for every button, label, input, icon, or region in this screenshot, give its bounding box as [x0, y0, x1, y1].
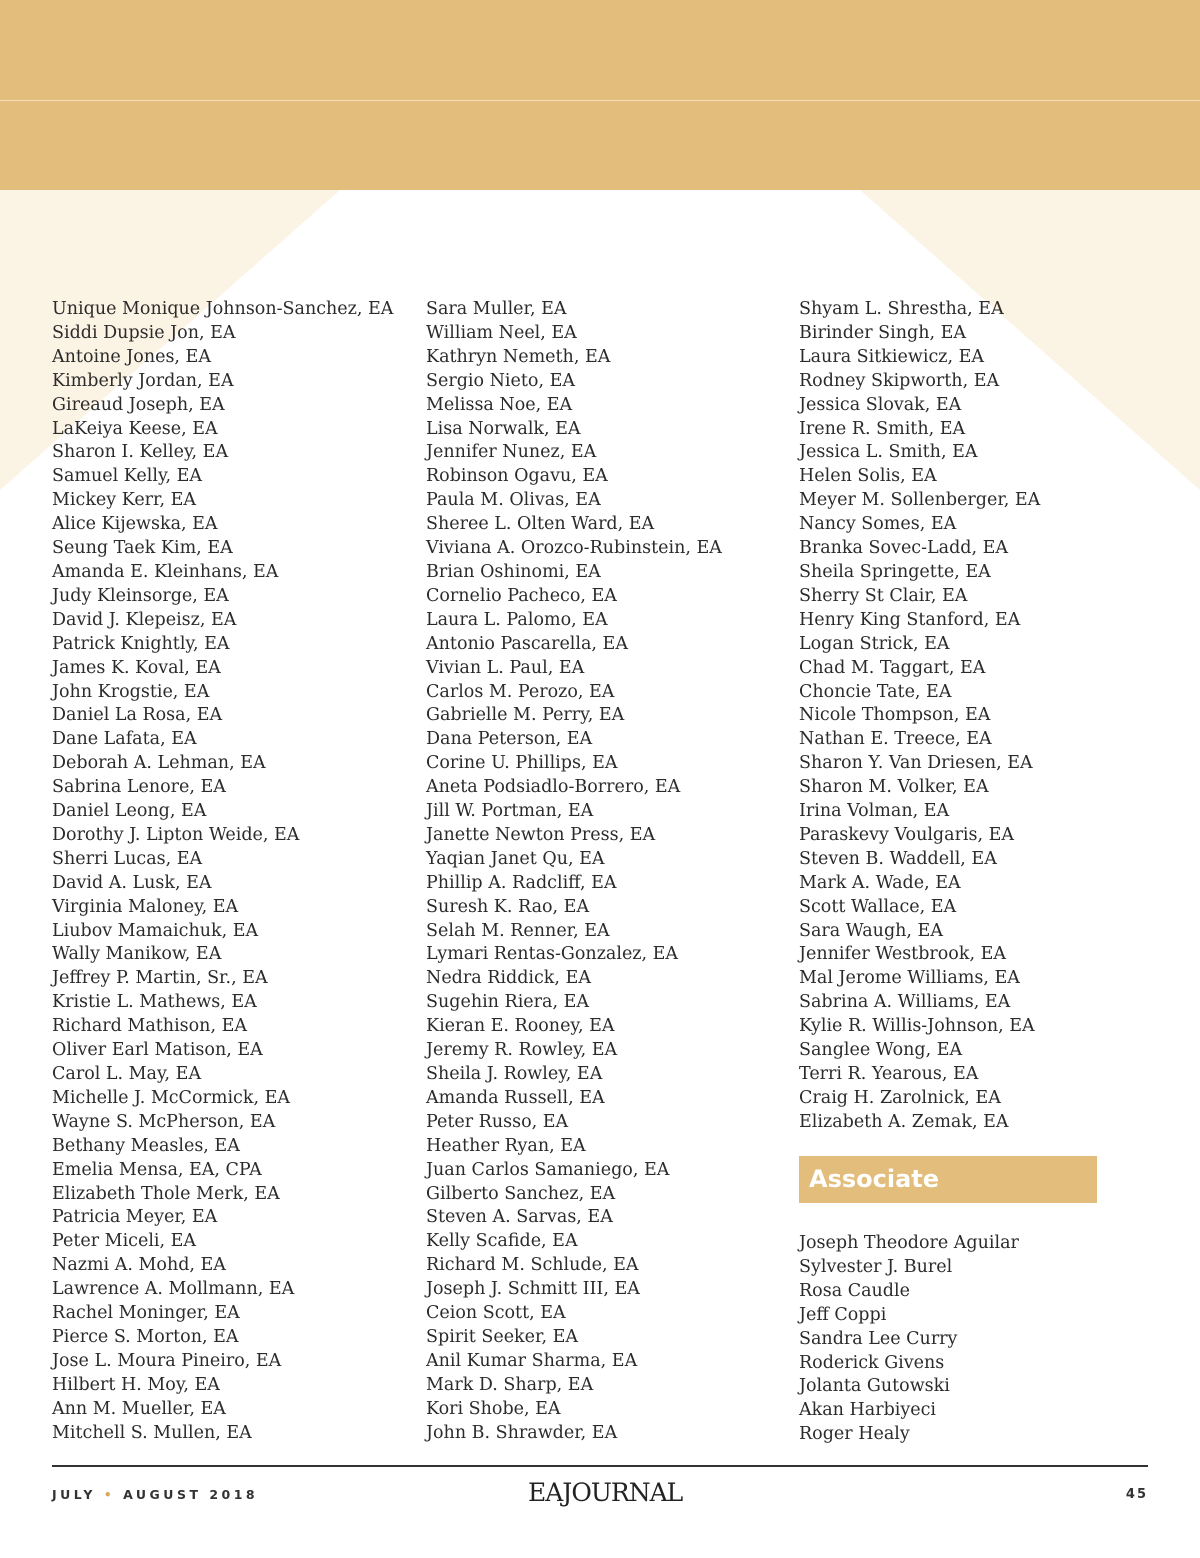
list-item: Dana Peterson, EA — [426, 729, 593, 750]
list-item: Melissa Noe, EA — [426, 394, 573, 415]
list-item: Choncie Tate, EA — [799, 681, 952, 702]
list-item: Jolanta Gutowski — [799, 1376, 950, 1397]
list-item: Rosa Caudle — [799, 1280, 910, 1301]
list-item: Ceion Scott, EA — [426, 1303, 566, 1324]
list-item: Michelle J. McCormick, EA — [52, 1087, 290, 1108]
list-item: Gireaud Joseph, EA — [52, 394, 225, 415]
list-item: Craig H. Zarolnick, EA — [799, 1087, 1001, 1108]
list-item: Jennifer Westbrook, EA — [799, 944, 1006, 965]
list-item: Kieran E. Rooney, EA — [426, 1016, 615, 1037]
list-item: Liubov Mamaichuk, EA — [52, 920, 259, 941]
list-item: Jill W. Portman, EA — [426, 801, 594, 822]
list-item: Sara Muller, EA — [426, 299, 567, 319]
list-item: Corine U. Phillips, EA — [426, 753, 618, 774]
list-item: Rachel Moninger, EA — [52, 1303, 240, 1324]
list-item: Seung Taek Kim, EA — [52, 538, 233, 559]
list-item: Emelia Mensa, EA, CPA — [52, 1159, 262, 1180]
ea-journal-logo: EAJOURNAL — [528, 1478, 683, 1507]
list-item: Sabrina Lenore, EA — [52, 777, 226, 798]
list-item: Bethany Measles, EA — [52, 1135, 240, 1156]
list-item: Jennifer Nunez, EA — [426, 442, 597, 463]
list-item: Virginia Maloney, EA — [52, 896, 239, 917]
list-item: James K. Koval, EA — [52, 657, 221, 678]
list-item: Patricia Meyer, EA — [52, 1207, 218, 1228]
list-item: Paula M. Olivas, EA — [426, 490, 601, 511]
list-item: Sandra Lee Curry — [799, 1328, 958, 1349]
list-item: LaKeiya Keese, EA — [52, 418, 218, 439]
list-item: Anil Kumar Sharma, EA — [426, 1350, 638, 1371]
list-item: John Krogstie, EA — [52, 681, 210, 702]
member-list-column-1 — [52, 298, 393, 1446]
list-item: Spirit Seeker, EA — [426, 1326, 578, 1347]
issue-date — [52, 1487, 258, 1502]
list-item: Phillip A. Radcliff, EA — [426, 872, 617, 893]
list-item: Nazmi A. Mohd, EA — [52, 1255, 226, 1276]
issue-date-month-end: AUGUST 2018 — [123, 1487, 259, 1502]
list-item: Yaqian Janet Qu, EA — [426, 848, 605, 869]
list-item: Siddi Dupsie Jon, EA — [52, 322, 236, 343]
list-item: Richard M. Schlude, EA — [426, 1255, 639, 1276]
list-item: Daniel La Rosa, EA — [52, 705, 223, 726]
list-item: Sharon M. Volker, EA — [799, 777, 989, 798]
list-item: Gabrielle M. Perry, EA — [426, 705, 625, 726]
header-band — [0, 0, 1200, 190]
list-item: Steven A. Sarvas, EA — [426, 1207, 613, 1228]
list-item: Chad M. Taggart, EA — [799, 657, 986, 678]
list-item: Kathryn Nemeth, EA — [426, 346, 611, 367]
list-item: Sara Waugh, EA — [799, 920, 943, 941]
list-item: Robinson Ogavu, EA — [426, 466, 608, 487]
list-item: Mal Jerome Williams, EA — [799, 968, 1020, 989]
list-item: Mark A. Wade, EA — [799, 872, 961, 893]
list-item: Viviana A. Orozco-Rubinstein, EA — [426, 538, 722, 559]
list-item: Jeffrey P. Martin, Sr., EA — [52, 968, 268, 989]
list-item: Scott Wallace, EA — [799, 896, 957, 917]
list-item: Brian Oshinomi, EA — [426, 561, 601, 582]
list-item: Carlos M. Perozo, EA — [426, 681, 615, 702]
list-item: Unique Monique Johnson-Sanchez, EA — [52, 299, 394, 319]
list-item: Sharon Y. Van Driesen, EA — [799, 753, 1033, 774]
list-item: Wally Manikow, EA — [52, 944, 222, 965]
list-item: Sanglee Wong, EA — [799, 1040, 963, 1061]
list-item: Akan Harbiyeci — [799, 1400, 937, 1421]
list-item: Nathan E. Treece, EA — [799, 729, 992, 750]
list-item: Nicole Thompson, EA — [799, 705, 991, 726]
list-item: Amanda Russell, EA — [426, 1087, 605, 1108]
list-item: Logan Strick, EA — [799, 633, 950, 654]
header-band-rule — [0, 100, 1200, 101]
list-item: Vivian L. Paul, EA — [426, 657, 585, 678]
issue-date-separator: • — [103, 1487, 116, 1502]
list-item: Patrick Knightly, EA — [52, 633, 230, 654]
list-item: Gilberto Sanchez, EA — [426, 1183, 616, 1204]
list-item: Jessica Slovak, EA — [799, 394, 962, 415]
list-item: Kylie R. Willis-Johnson, EA — [799, 1016, 1035, 1037]
list-item: Alice Kijewska, EA — [52, 514, 218, 535]
list-item: Rodney Skipworth, EA — [799, 370, 1000, 391]
list-item: Jessica L. Smith, EA — [799, 442, 978, 463]
member-list-column-3 — [799, 298, 1040, 1135]
list-item: Antoine Jones, EA — [52, 346, 211, 367]
list-item: Wayne S. McPherson, EA — [52, 1111, 276, 1132]
list-item: Irina Volman, EA — [799, 801, 950, 822]
list-item: Mickey Kerr, EA — [52, 490, 197, 511]
list-item: Paraskevy Voulgaris, EA — [799, 824, 1015, 845]
list-item: Laura Sitkiewicz, EA — [799, 346, 984, 367]
list-item: Pierce S. Morton, EA — [52, 1326, 239, 1347]
list-item: Daniel Leong, EA — [52, 801, 207, 822]
list-item: Elizabeth A. Zemak, EA — [799, 1111, 1009, 1132]
list-item: Shyam L. Shrestha, EA — [799, 299, 1004, 319]
list-item: Jeremy R. Rowley, EA — [426, 1040, 618, 1061]
list-item: Sheila Springette, EA — [799, 561, 991, 582]
list-item: Samuel Kelly, EA — [52, 466, 203, 487]
issue-date-month-start: JULY — [52, 1487, 96, 1502]
list-item: Jeff Coppi — [799, 1304, 887, 1325]
list-item: Judy Kleinsorge, EA — [52, 585, 229, 606]
list-item: Peter Russo, EA — [426, 1111, 569, 1132]
list-item: Joseph J. Schmitt III, EA — [426, 1279, 640, 1300]
list-item: Joseph Theodore Aguilar — [799, 1233, 1019, 1253]
list-item: Laura L. Palomo, EA — [426, 609, 608, 630]
list-item: Juan Carlos Samaniego, EA — [426, 1159, 670, 1180]
list-item: Cornelio Pacheco, EA — [426, 585, 617, 606]
list-item: John B. Shrawder, EA — [426, 1422, 618, 1443]
list-item: Hilbert H. Moy, EA — [52, 1374, 220, 1395]
list-item: Sugehin Riera, EA — [426, 992, 589, 1013]
list-item: Kristie L. Mathews, EA — [52, 992, 257, 1013]
list-item: Sheila J. Rowley, EA — [426, 1064, 603, 1084]
list-item: Sergio Nieto, EA — [426, 370, 575, 391]
list-item: Irene R. Smith, EA — [799, 418, 966, 439]
list-item: Janette Newton Press, EA — [426, 824, 656, 845]
list-item: Sylvester J. Burel — [799, 1256, 953, 1277]
list-item: Dorothy J. Lipton Weide, EA — [52, 824, 300, 845]
list-item: Steven B. Waddell, EA — [799, 848, 997, 869]
list-item: Terri R. Yearous, EA — [799, 1064, 979, 1084]
list-item: Lawrence A. Mollmann, EA — [52, 1279, 295, 1300]
list-item: Oliver Earl Matison, EA — [52, 1040, 263, 1061]
list-item: Richard Mathison, EA — [52, 1016, 247, 1037]
list-item: Ann M. Mueller, EA — [52, 1398, 226, 1419]
list-item: Kelly Scafide, EA — [426, 1231, 578, 1252]
list-item: Deborah A. Lehman, EA — [52, 753, 266, 774]
list-item: Roderick Givens — [799, 1352, 945, 1373]
list-item: Peter Miceli, EA — [52, 1231, 197, 1252]
list-item: Mitchell S. Mullen, EA — [52, 1422, 252, 1443]
list-item: Branka Sovec-Ladd, EA — [799, 538, 1009, 559]
list-item: Meyer M. Sollenberger, EA — [799, 490, 1041, 511]
list-item: Heather Ryan, EA — [426, 1135, 586, 1156]
associate-heading: Associate — [799, 1156, 1097, 1203]
page-number: 45 — [1125, 1487, 1148, 1502]
list-item: Sherri Lucas, EA — [52, 848, 203, 869]
list-item: Helen Solis, EA — [799, 466, 937, 487]
member-list-column-2 — [426, 298, 722, 1446]
list-item: Antonio Pascarella, EA — [426, 633, 628, 654]
list-item: Amanda E. Kleinhans, EA — [52, 561, 279, 582]
list-item: Carol L. May, EA — [52, 1064, 202, 1084]
list-item: Elizabeth Thole Merk, EA — [52, 1183, 280, 1204]
associate-list — [799, 1232, 1019, 1447]
list-item: Lisa Norwalk, EA — [426, 418, 581, 439]
list-item: Jose L. Moura Pineiro, EA — [52, 1350, 282, 1371]
list-item: Sharon I. Kelley, EA — [52, 442, 229, 463]
list-item: Selah M. Renner, EA — [426, 920, 610, 941]
list-item: Kimberly Jordan, EA — [52, 370, 234, 391]
footer-divider — [52, 1465, 1148, 1467]
list-item: Nedra Riddick, EA — [426, 968, 591, 989]
list-item: Kori Shobe, EA — [426, 1398, 561, 1419]
list-item: Roger Healy — [799, 1424, 910, 1445]
list-item: David J. Klepeisz, EA — [52, 609, 237, 630]
list-item: Suresh K. Rao, EA — [426, 896, 590, 917]
list-item: Nancy Somes, EA — [799, 514, 957, 535]
list-item: Henry King Stanford, EA — [799, 609, 1021, 630]
list-item: Birinder Singh, EA — [799, 322, 967, 343]
list-item: Aneta Podsiadlo-Borrero, EA — [426, 777, 681, 798]
list-item: Sabrina A. Williams, EA — [799, 992, 1011, 1013]
list-item: David A. Lusk, EA — [52, 872, 212, 893]
list-item: Lymari Rentas-Gonzalez, EA — [426, 944, 679, 965]
list-item: William Neel, EA — [426, 322, 577, 343]
list-item: Sherry St Clair, EA — [799, 585, 968, 606]
list-item: Sheree L. Olten Ward, EA — [426, 514, 655, 535]
list-item: Dane Lafata, EA — [52, 729, 197, 750]
list-item: Mark D. Sharp, EA — [426, 1374, 594, 1395]
